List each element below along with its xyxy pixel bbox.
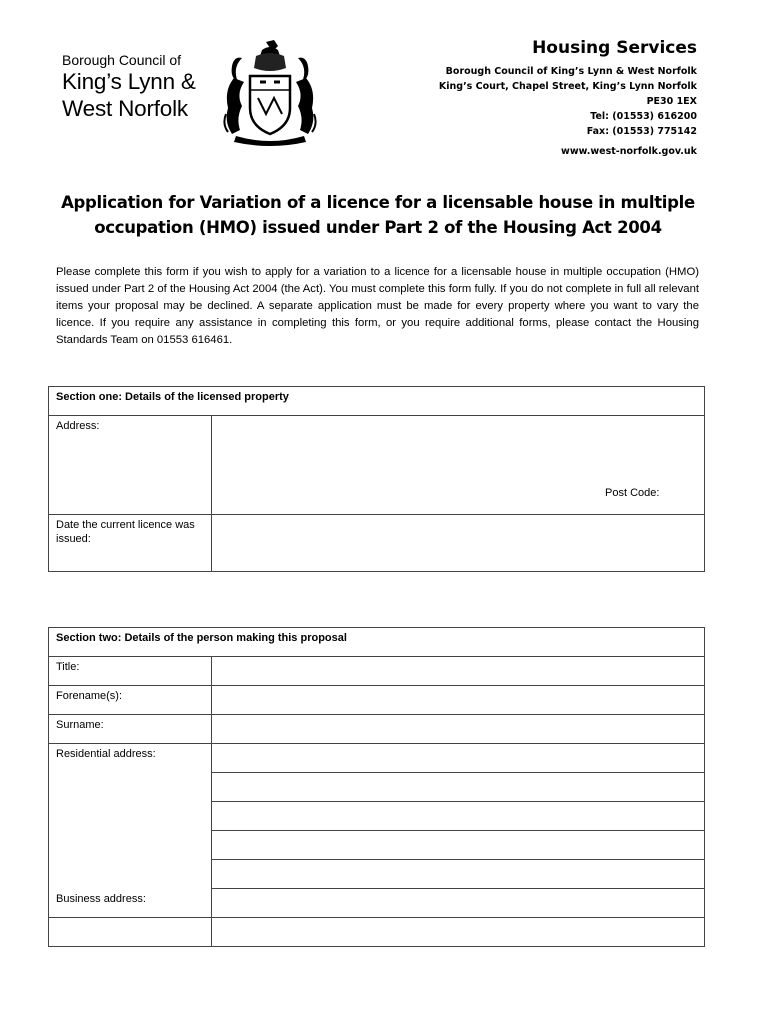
contact-block xyxy=(439,36,697,159)
coat-of-arms-icon xyxy=(222,38,318,146)
section-two-heading: Section two: Details of the person making this proposal xyxy=(49,628,705,657)
contact-line: Borough Council of King’s Lynn & West Norfolk xyxy=(445,66,697,77)
residential-address-line[interactable] xyxy=(212,860,705,889)
logo-line-3: West Norfolk xyxy=(62,96,188,121)
intro-paragraph: Please complete this form if you wish to apply for a variation to a licence for a licensable house in multiple occupation (HMO) issued under Part 2 of the Housing Act 2004 (the Act). You must complete this form fully. If you do not complete in full all relevant items your proposal may be declined. A separate application must be made for every property where you want to vary the licence. If you require any assistance in completing this form, or you require additional forms, please contact the Housing Standards Team on 01553 616461. xyxy=(56,266,699,346)
section-one-heading: Section one: Details of the licensed property xyxy=(49,387,705,416)
website-link[interactable]: www.west-norfolk.gov.uk xyxy=(561,146,697,157)
licence-date-field[interactable] xyxy=(212,515,705,572)
surname-label: Surname: xyxy=(49,715,212,744)
contact-line: Tel: (01553) 616200 xyxy=(590,111,697,122)
title-label: Title: xyxy=(49,657,212,686)
residential-address-line[interactable] xyxy=(212,831,705,860)
postcode-label: Post Code: xyxy=(605,487,660,499)
logo-line-1: Borough Council of xyxy=(62,52,182,68)
contact-line: King’s Court, Chapel Street, King’s Lynn Norfolk xyxy=(438,81,697,92)
residential-address-line[interactable] xyxy=(212,744,705,773)
residential-address-label: Residential address: xyxy=(49,744,212,889)
licence-date-label: Date the current licence was issued: xyxy=(49,515,212,572)
business-address-line[interactable] xyxy=(212,889,705,918)
section-two-table xyxy=(48,627,705,947)
business-address-line[interactable] xyxy=(212,917,705,946)
residential-address-line[interactable] xyxy=(212,802,705,831)
section-one-table xyxy=(48,386,705,572)
business-address-label: Business address: xyxy=(49,889,212,918)
title-field[interactable] xyxy=(212,657,705,686)
business-address-extra xyxy=(49,917,212,946)
address-field[interactable] xyxy=(212,416,705,515)
service-name: Housing Services xyxy=(532,38,697,58)
address-label: Address: xyxy=(49,416,212,515)
council-logo xyxy=(62,52,196,122)
document-title: Application for Variation of a licence for a licensable house in multiple occupation (HMO) issued under Part 2 of the Housing Act 2004 xyxy=(61,193,695,237)
forename-field[interactable] xyxy=(212,686,705,715)
logo-line-2: King’s Lynn & xyxy=(62,69,196,94)
forename-label: Forename(s): xyxy=(49,686,212,715)
contact-line: PE30 1EX xyxy=(646,96,697,107)
contact-line: Fax: (01553) 775142 xyxy=(586,126,697,137)
surname-field[interactable] xyxy=(212,715,705,744)
residential-address-line[interactable] xyxy=(212,773,705,802)
